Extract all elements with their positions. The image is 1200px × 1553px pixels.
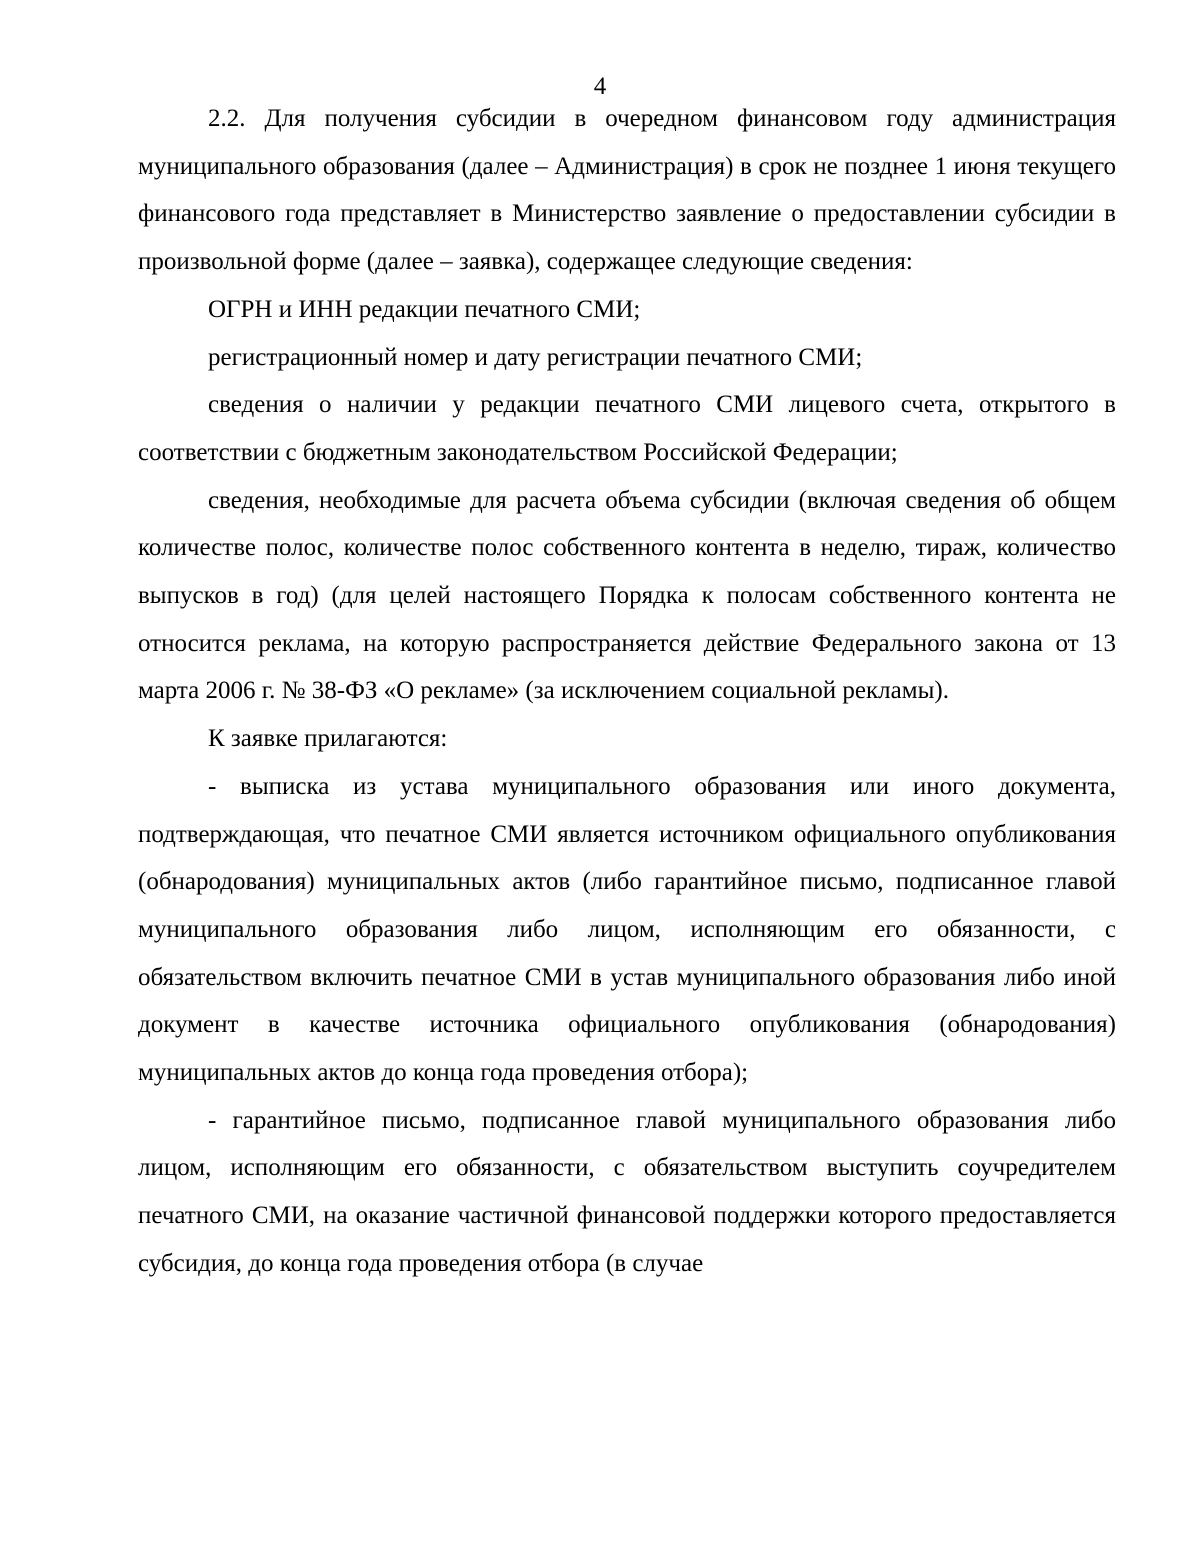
paragraph-charter-extract: - выписка из устава муниципального образования или иного документа, подтверждающая, что печатное СМИ является источником официального опубликования (обнародования) муниципальных актов (либо гарантийное письмо, подписанное главой муниципального образования либо лицом, исполняющим его обязанности, с обязательством включить печатное СМИ в устав муниципального образования либо иной документ в качестве источника официального опубликования (обнародования) муниципальных актов до конца года проведения отбора); — [138, 772, 1116, 1087]
paragraph-calculation-info: сведения, необходимые для расчета объема субсидии (включая сведения об общем количестве полос, количестве полос собственного контента в неделю, тираж, количество выпусков в год) (для целей настоящего Порядка к полосам собственного контента не относится реклама, на которую распространяется действие Федерального закона от 13 марта 2006 г. № 38-ФЗ «О рекламе» (за исключением социальной рекламы). — [138, 486, 1116, 705]
paragraph-ogrn-inn: ОГРН и ИНН редакции печатного СМИ; — [208, 295, 641, 323]
document-body — [138, 95, 1116, 1288]
paragraph-attachments-heading: К заявке прилагаются: — [208, 725, 448, 753]
paragraph-personal-account: сведения о наличии у редакции печатного СМИ лицевого счета, открытого в соответствии с бюджетным законодательством Российской Федерации; — [138, 391, 1116, 466]
paragraph-subsidy-application: 2.2. Для получения субсидии в очередном финансовом году администрация муниципального образования (далее – Администрация) в срок не позднее 1 июня текущего финансового года представляет в Министерство заявление о предоставлении субсидии в произвольной форме (далее – заявка), содержащее следующие сведения: — [138, 105, 1116, 276]
page-number: 4 — [593, 73, 607, 100]
paragraph-guarantee-letter: - гарантийное письмо, подписанное главой муниципального образования либо лицом, исполняющим его обязанности, с обязательством выступить соучредителем печатного СМИ, на оказание частичной финансовой поддержки которого предоставляется субсидия, до конца года проведения отбора (в случае — [138, 1106, 1116, 1277]
paragraph-registration-number: регистрационный номер и дату регистрации печатного СМИ; — [208, 343, 863, 371]
